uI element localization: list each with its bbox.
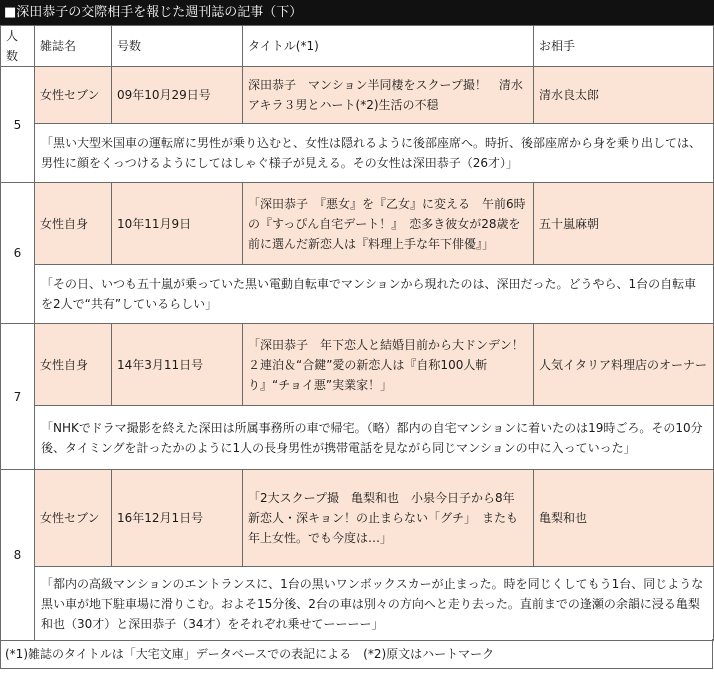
row-number: 6 [1, 183, 35, 324]
magazine-cell: 女性セブン [35, 470, 112, 567]
table-row [1, 470, 714, 567]
header-magazine: 雑誌名 [35, 26, 112, 67]
table-row [1, 67, 714, 124]
article-title-cell: 「2大スクープ撮 亀梨和也 小泉今日子から8年 新恋人・深キョン！の止まらない「グチ」 またも年上女性。でも今度は…」 [243, 470, 534, 567]
header-num: 人数 [1, 26, 35, 67]
article-title-cell: 「深田恭子 年下恋人と結婚目前から大ドンデン！２連泊＆“合鍵”愛の新恋人は『自称100人斬り』“チョイ悪”実業家！」 [243, 324, 534, 406]
description-cell: 「黒い大型米国車の運転席に男性が乗り込むと、女性は隠れるように後部座席へ。時折、後部座席から身を乗り出しては、男性に顔をくっつけるようにしてはしゃぐ様子が見える。その女性は深田恭子（26才）」 [35, 124, 714, 183]
footnote: (*1)雑誌のタイトルは「大宅文庫」データベースでの表記による (*2)原文はハートマーク [0, 639, 713, 669]
row-number: 7 [1, 324, 35, 470]
magazine-cell: 女性セブン [35, 67, 112, 124]
article-title-cell: 深田恭子 マンション半同棲をスクープ撮！ 清水アキラ３男とハート(*2)生活の不穏 [243, 67, 534, 124]
description-row [1, 406, 714, 470]
magazine-cell: 女性自身 [35, 183, 112, 265]
issue-cell: 14年3月11日号 [112, 324, 243, 406]
partner-cell: 清水良太郎 [534, 67, 714, 124]
partner-cell: 人気イタリア料理店のオーナー [534, 324, 714, 406]
article-title-cell: 「深田恭子 『悪女』を『乙女』に変える 午前6時の『すっぴん自宅デート！』 恋多き彼女が28歳を前に選んだ新恋人は『料理上手な年下俳優』」 [243, 183, 534, 265]
magazine-cell: 女性自身 [35, 324, 112, 406]
description-cell: 「都内の高級マンションのエントランスに、1台の黒いワンボックスカーが止まった。時を同じくしてもう1台、同じような黒い車が地下駐車場に滑りこむ。およそ15分後、2台の車は別々の方向へと走り去った。直前までの逢瀬の余韻に浸る亀梨和也（30才）と深田恭子（34才）をそれぞれ乗せてーーーー」 [35, 567, 714, 641]
issue-cell: 16年12月1日号 [112, 470, 243, 567]
header-article-title: タイトル(*1) [243, 26, 534, 67]
row-number: 5 [1, 67, 35, 183]
description-cell: 「NHKでドラマ撮影を終えた深田は所属事務所の車で帰宅。（略）都内の自宅マンションに着いたのは19時ごろ。その10分後、タイミングを計ったかのように1人の長身男性が携帯電話を見ながら同じマンションの中に入っていった」 [35, 406, 714, 470]
issue-cell: 10年11月9日 [112, 183, 243, 265]
header-issue: 号数 [112, 26, 243, 67]
page-title: ■深田恭子の交際相手を報じた週刊誌の記事（下） [0, 0, 714, 25]
description-row [1, 567, 714, 641]
row-number: 8 [1, 470, 35, 641]
description-cell: 「その日、いつも五十嵐が乗っていた黒い電動自転車でマンションから現れたのは、深田だった。どうやら、1台の自転車を2人で“共有”しているらしい」 [35, 265, 714, 324]
table-header-row [1, 26, 714, 67]
table-row [1, 324, 714, 406]
description-row [1, 265, 714, 324]
issue-cell: 09年10月29日号 [112, 67, 243, 124]
header-partner: お相手 [534, 26, 714, 67]
partner-cell: 五十嵐麻朝 [534, 183, 714, 265]
description-row [1, 124, 714, 183]
table-row [1, 183, 714, 265]
partner-cell: 亀梨和也 [534, 470, 714, 567]
articles-table [0, 25, 714, 641]
